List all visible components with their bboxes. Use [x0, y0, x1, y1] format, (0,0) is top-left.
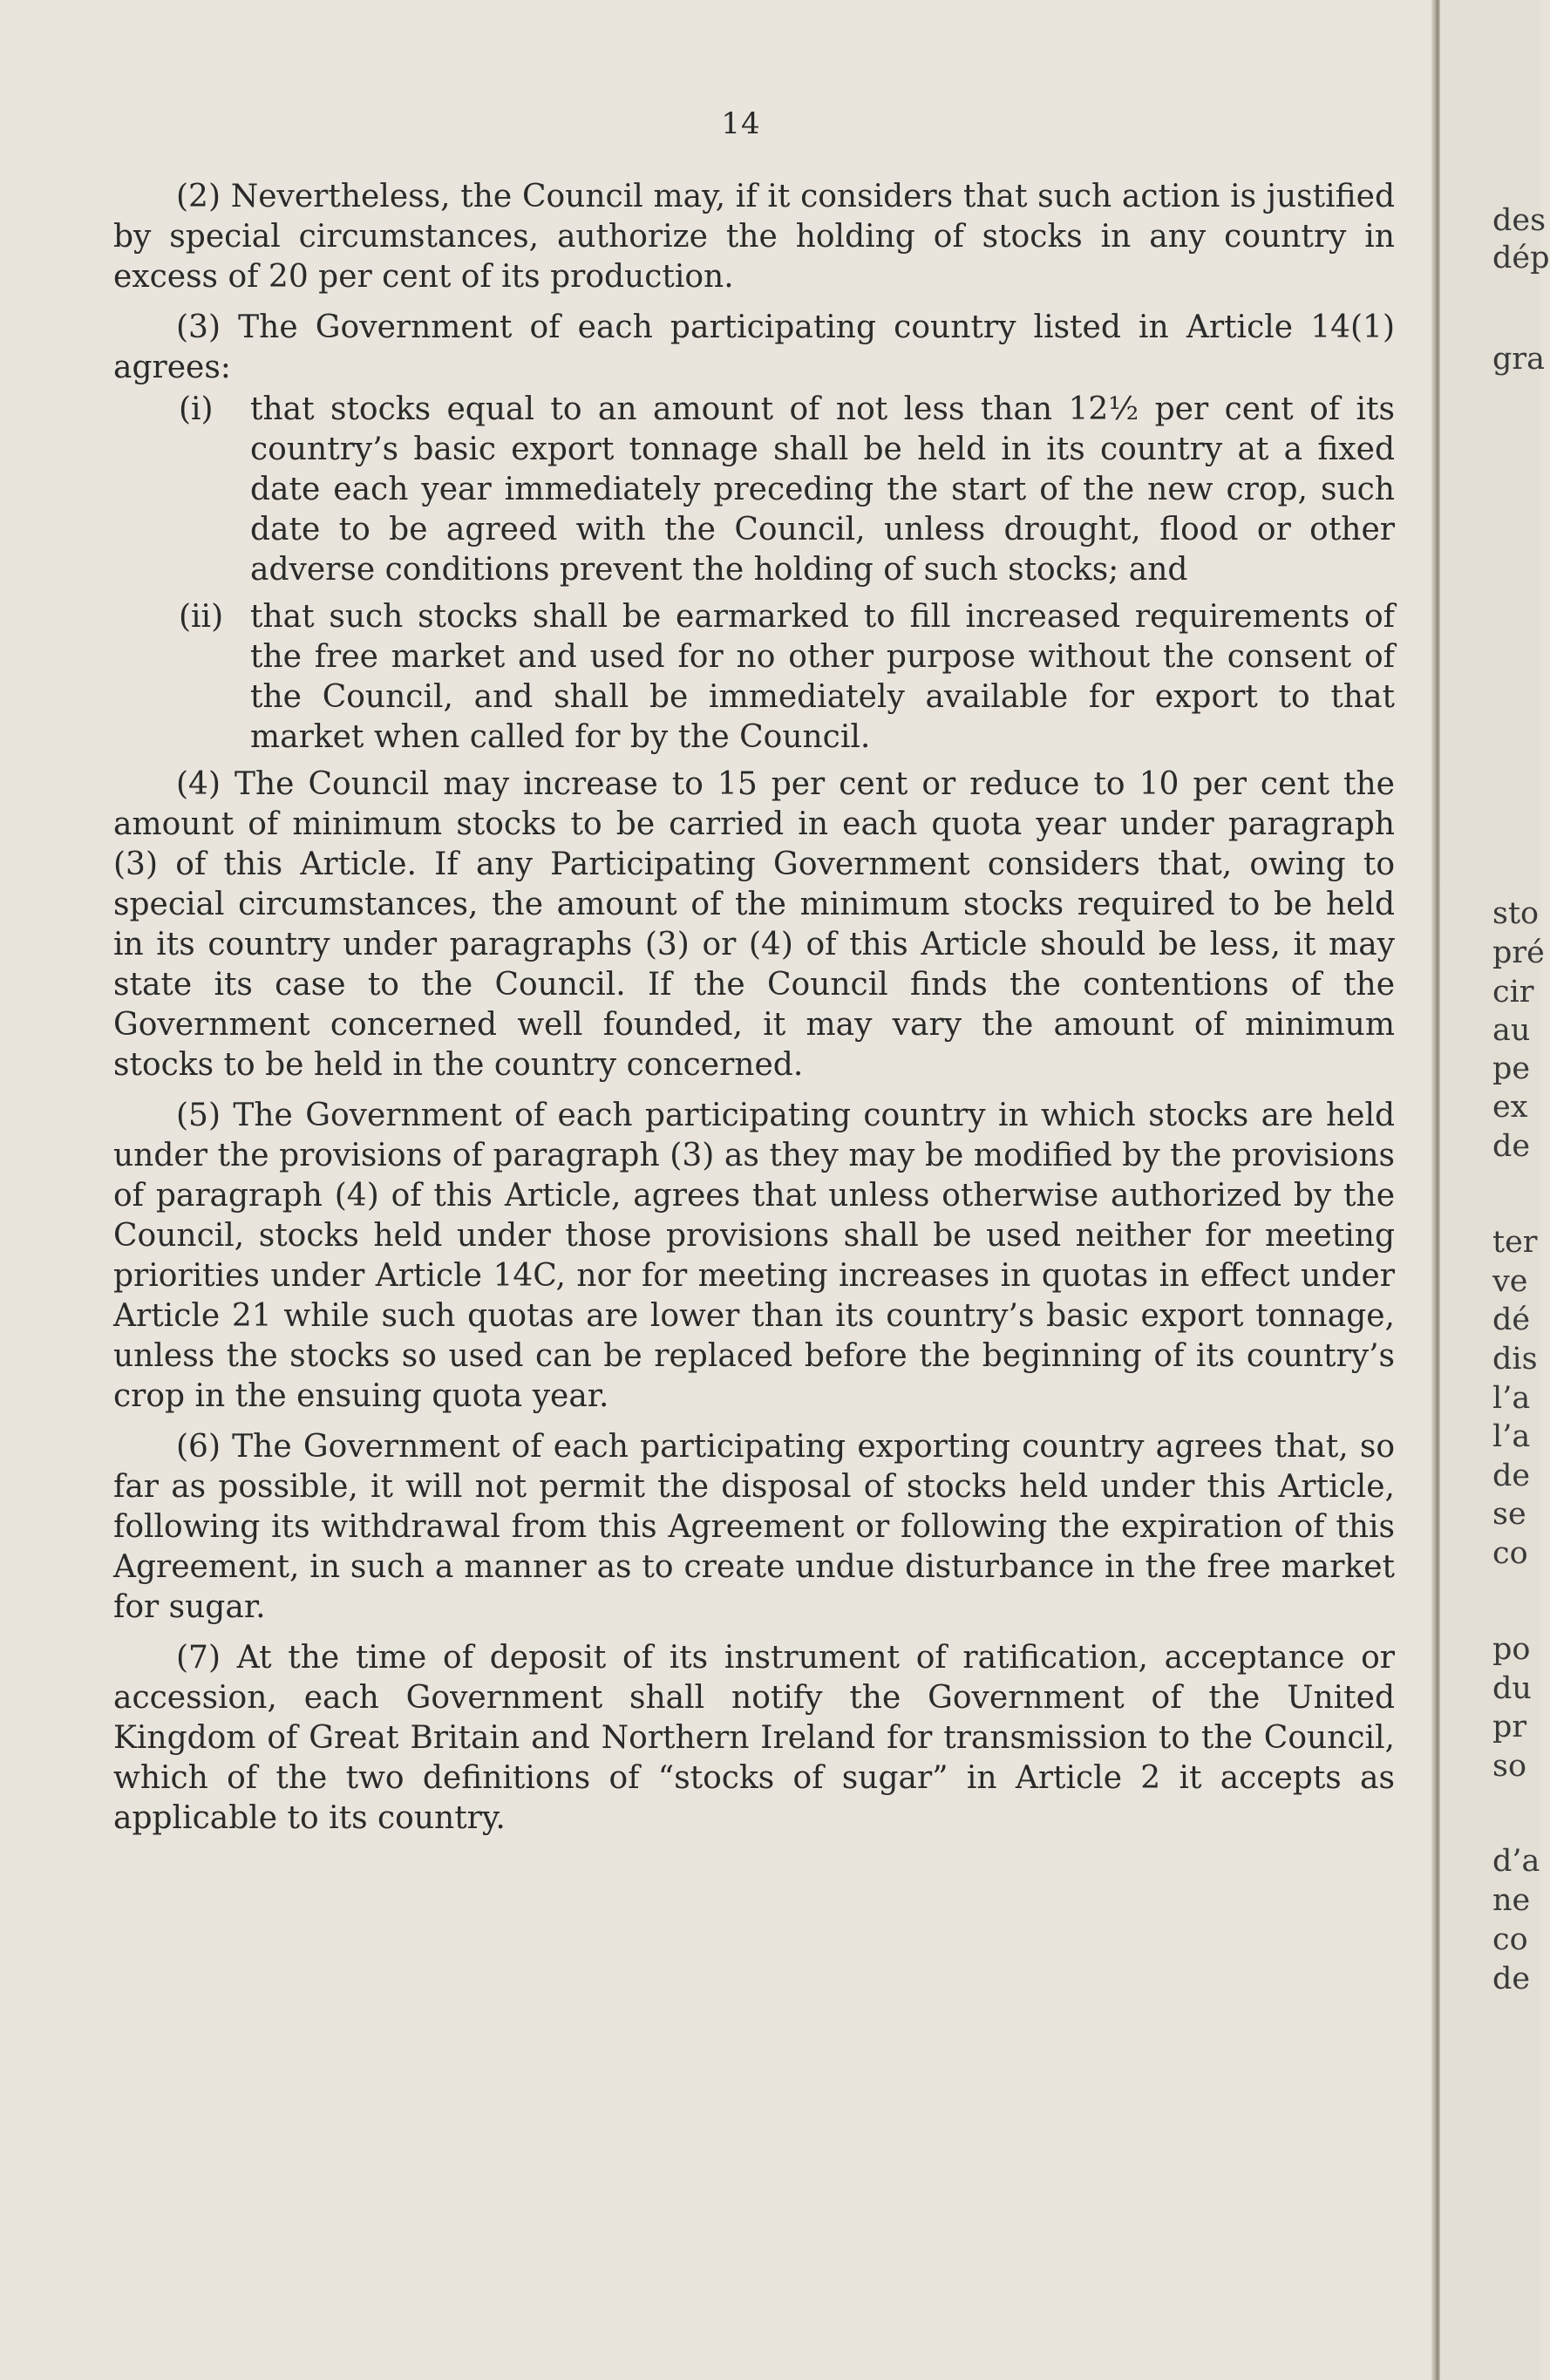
facing-page-fragment: de — [1492, 1129, 1531, 1164]
facing-page-fragment: co — [1492, 1922, 1528, 1957]
paragraph-6: (6) The Government of each participating exporting country agrees that, so far as possible, it will not permit the disposal of stocks held under this Article, following its withdrawal from this Agreement or following the expiration of this Agreement, in such a manner as to create undue disturbance in the free market for sugar. — [113, 1429, 1395, 1625]
paragraph-3-item — [113, 597, 1395, 758]
item-number: (ii) — [179, 599, 224, 635]
facing-page-fragment: l’a — [1492, 1381, 1531, 1416]
facing-page-fragment: ter — [1492, 1225, 1538, 1260]
item-text: that stocks equal to an amount of not less than 12½ per cent of its country’s basic export tonnage shall be held in its country at a fixed date each year immediately preceding the start of the new crop, such date to be agreed with the Council, unless drought, flood or other adverse conditions prevent the holding of such stocks; and — [250, 391, 1395, 588]
facing-page-fragment: l’a — [1492, 1419, 1531, 1454]
article-text — [113, 177, 1395, 1849]
facing-page-fragment: au — [1492, 1013, 1531, 1048]
facing-page-fragment: pr — [1492, 1710, 1527, 1744]
facing-page-fragment: se — [1492, 1497, 1526, 1532]
facing-page-fragment: pré — [1492, 935, 1545, 970]
paragraph-2: (2) Nevertheless, the Council may, if it considers that such action is justified by special circumstances, authorize the holding of stocks in any country in excess of 20 per cent of its production. — [113, 179, 1395, 295]
facing-page-fragment: so — [1492, 1749, 1527, 1784]
facing-page-fragment: co — [1492, 1536, 1528, 1571]
facing-page-fragment: de — [1492, 1459, 1531, 1493]
facing-page-fragment: cir — [1492, 975, 1534, 1010]
facing-page-fragment: po — [1492, 1632, 1531, 1667]
item-number: (i) — [179, 391, 214, 427]
facing-page-fragment: dis — [1492, 1342, 1538, 1377]
facing-page-fragment: de — [1492, 1962, 1531, 1996]
facing-page-fragment: pe — [1492, 1051, 1531, 1086]
paragraph-4: (4) The Council may increase to 15 per cent or reduce to 10 per cent the amount of minimum stocks to be carried in each quota year under paragraph (3) of this Article. If any Participating Government considers that, owing to special circumstances, the amount of the minimum stocks required to be held in its country under paragraphs (3) or (4) of this Article should be less, it may state its case to the Council. If the Council finds the contentions of the Government concerned well founded, it may vary the amount of minimum stocks to be held in the country concerned. — [113, 766, 1395, 1083]
item-text: that such stocks shall be earmarked to fill increased requirements of the free market and used for no other purpose without the consent of the Council, and shall be immediately available for export to that market when called for by the Council. — [250, 599, 1395, 755]
facing-page-fragment: ve — [1492, 1264, 1528, 1299]
facing-page-fragment: des — [1492, 203, 1547, 238]
facing-page-fragment: sto — [1492, 896, 1540, 931]
facing-page-fragment: gra — [1492, 342, 1546, 377]
facing-page-fragment: dép — [1492, 241, 1550, 275]
paragraph-3-intro: (3) The Government of each participating country listed in Article 14(1) agrees: — [113, 309, 1395, 385]
facing-page-fragment: du — [1492, 1671, 1532, 1706]
paragraph-3-item — [113, 390, 1395, 590]
book-gutter — [1431, 0, 1440, 2380]
paragraph-7: (7) At the time of deposit of its instrument of ratification, acceptance or accession, each Government shall notify the Government of the United Kingdom of Great Britain and Northern Ireland for transmission to the Council, which of the two definitions of “stocks of sugar” in Article 2 it accepts as applicable to its country. — [113, 1640, 1395, 1836]
page-number: 14 — [721, 106, 761, 141]
facing-page-fragment: dé — [1492, 1302, 1531, 1337]
facing-page-fragment: ne — [1492, 1883, 1531, 1918]
facing-page-fragment: d’a — [1492, 1844, 1540, 1879]
paragraph-5: (5) The Government of each participating country in which stocks are held under the provisions of paragraph (3) as they may be modified by the provisions of paragraph (4) of this Article, agrees that unless otherwise authorized by the Council, stocks held under those provisions shall be used neither for meeting priorities under Article 14C, nor for meeting increases in quotas in effect under Article 21 while such quotas are lower than its country’s basic export tonnage, unless the stocks so used can be replaced before the beginning of its country’s crop in the ensuing quota year. — [113, 1098, 1395, 1414]
facing-page-fragment: ex — [1492, 1090, 1528, 1125]
